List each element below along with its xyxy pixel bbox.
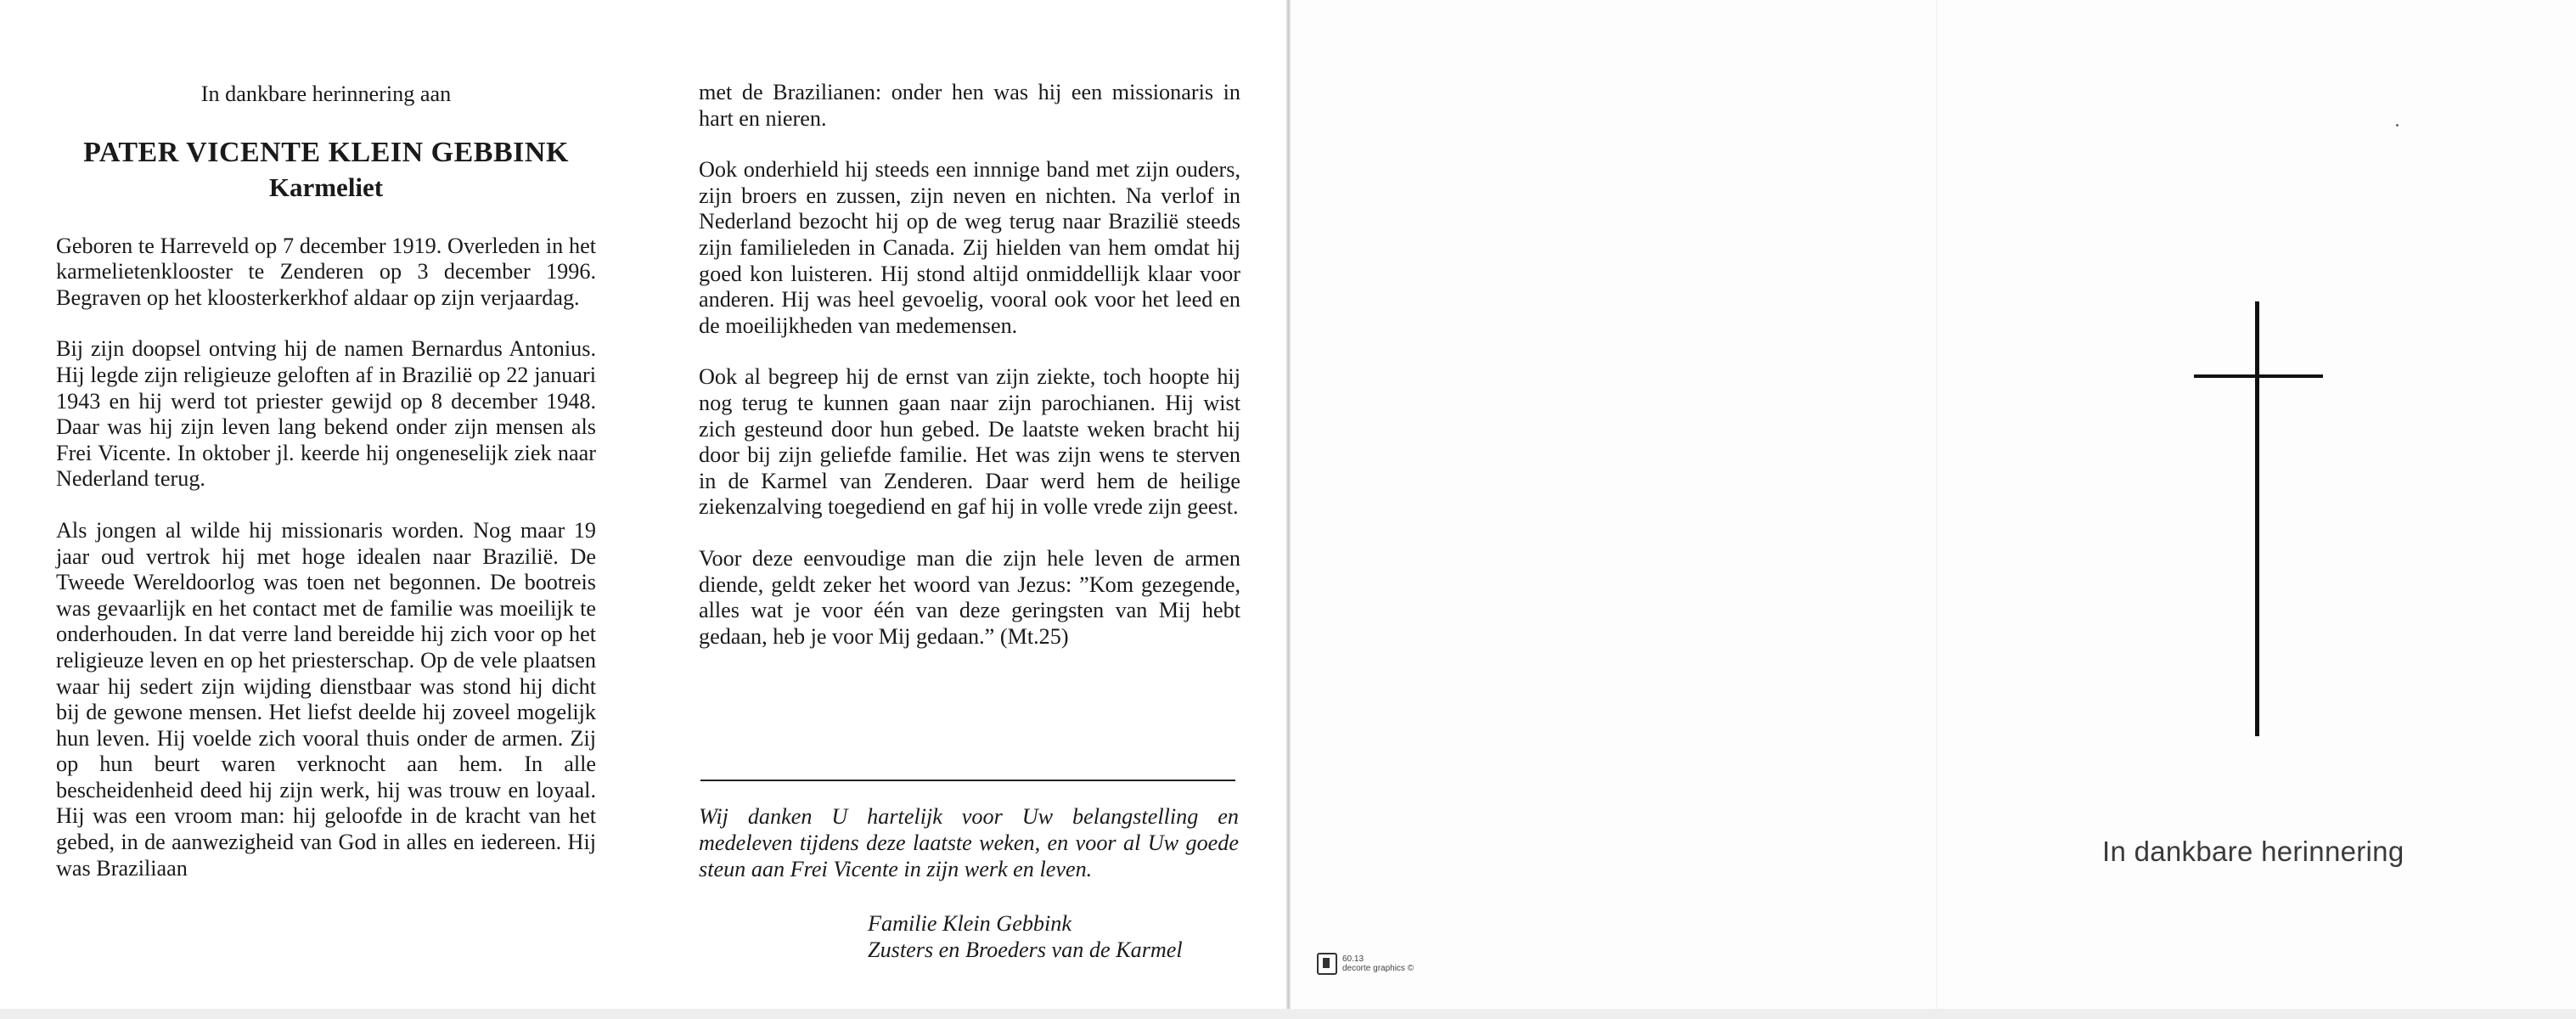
paragraph-scripture: Voor deze eenvoudige man die zijn hele leven de armen diende, geldt zeker het woord van Jezus: ”Kom gezegende, alles wat je voor één van deze geringsten van Mij hebt gedaan, heb je voor Mij gedaan.” (Mt.25) (699, 545, 1240, 649)
paragraph-mission: Als jongen al wilde hij missionaris worden. Nog maar 19 jaar oud vertrok hij met hoge idealen naar Brazilië. De Tweede Wereldoorlog was toen net begonnen. De bootreis was gevaarlijk en het contact met de familie was moeilijk te onderhouden. In dat verre land bereidde hij zich voor op het religieuze leven en op het priesterschap. Op de vele plaatsen waar hij sedert zijn wijding dienstbaar was stond hij dicht bij de gewone mensen. Het liefst deelde hij zoveel mogelijk hun leven. Hij voelde zich vooral thuis onder de armen. Zij op hun beurt waren verknocht aan hem. In alle bescheidenheid deed hij zijn werk, hij was trouw en loyaal. Hij was een vroom man: hij geloofde in de kracht van het gebed, in de aanwezigheid van God in alles en iedereen. Hij was Braziliaan (56, 517, 596, 881)
deceased-name: PATER VICENTE KLEIN GEBBINK (83, 136, 569, 168)
speck (2396, 124, 2399, 127)
printer-text (1342, 954, 1414, 973)
printer-mark (1317, 953, 1414, 975)
intro-line: In dankbare herinnering aan (200, 82, 452, 106)
printer-logo-icon (1317, 953, 1337, 975)
paragraph-illness: Ook al begreep hij de ernst van zijn ziekte, toch hoopte hij nog terug te kunnen gaan naar zijn parochianen. Hij wist zich gesteund door hun gebed. De laatste weken bracht hij door bij zijn geliefde familie. Het was zijn wens te sterven in de Karmel van Zenderen. Daar werd hem de heilige ziekenzalving toegediend en gaf hij in volle vrede zijn geest. (699, 364, 1240, 520)
divider-rule (700, 780, 1235, 781)
printer-code: 60.13 (1342, 954, 1364, 964)
cross-icon (2194, 301, 2323, 736)
printer-name: decorte graphics © (1342, 964, 1415, 973)
deceased-role: Karmeliet (268, 172, 384, 202)
right-column (699, 80, 1240, 675)
signer-family: Familie Klein Gebbink (868, 911, 1071, 936)
paragraph-birth-death: Geboren te Harreveld op 7 december 1919. Overleden in het karmelietenklooster te Zenderen op 3 december 1996. Begraven op het kloosterkerkhof aldaar op zijn verjaardag. (56, 233, 596, 310)
thanks-note: Wij danken U hartelijk voor Uw belangstelling en medeleven tijdens deze laatste weken, en voor al Uw goede steun aan Frei Vicente in zijn werk en leven. (699, 804, 1239, 881)
signer-carmel: Zusters en Broeders van de Karmel (868, 937, 1183, 962)
inner-spread (0, 0, 1286, 1019)
paragraph-vows: Bij zijn doopsel ontving hij de namen Bernardus Antonius. Hij legde zijn religieuze geloften af in Brazilië op 22 januari 1943 en hij werd tot priester gewijd op 8 december 1948. Daar was hij zijn leven lang bekend onder zijn mensen als Frei Vicente. In oktober jl. keerde hij ongeneselijk ziek naar Nederland terug. (56, 336, 596, 492)
signers (868, 910, 1183, 963)
paper-crease (1936, 0, 1938, 1019)
outer-title: In dankbare herinnering (2102, 836, 2404, 867)
paragraph-continuation: met de Brazilianen: onder hen was hij een missionaris in hart en nieren. (699, 80, 1240, 131)
left-column (56, 82, 596, 907)
paragraph-family: Ook onderhield hij steeds een innnige band met zijn ouders, zijn broers en zussen, zijn neven en nichten. Na verlof in Nederland bezocht hij op de weg terug naar Brazilië steeds zijn familieleden in Canada. Zij hielden van hem omdat hij goed kon luisteren. Hij stond altijd onmiddellijk klaar voor anderen. Hij was heel gevoelig, vooral ook voor het leed en de moeilijkheden van medemensen. (699, 157, 1240, 338)
bottom-edge (0, 1009, 2576, 1019)
